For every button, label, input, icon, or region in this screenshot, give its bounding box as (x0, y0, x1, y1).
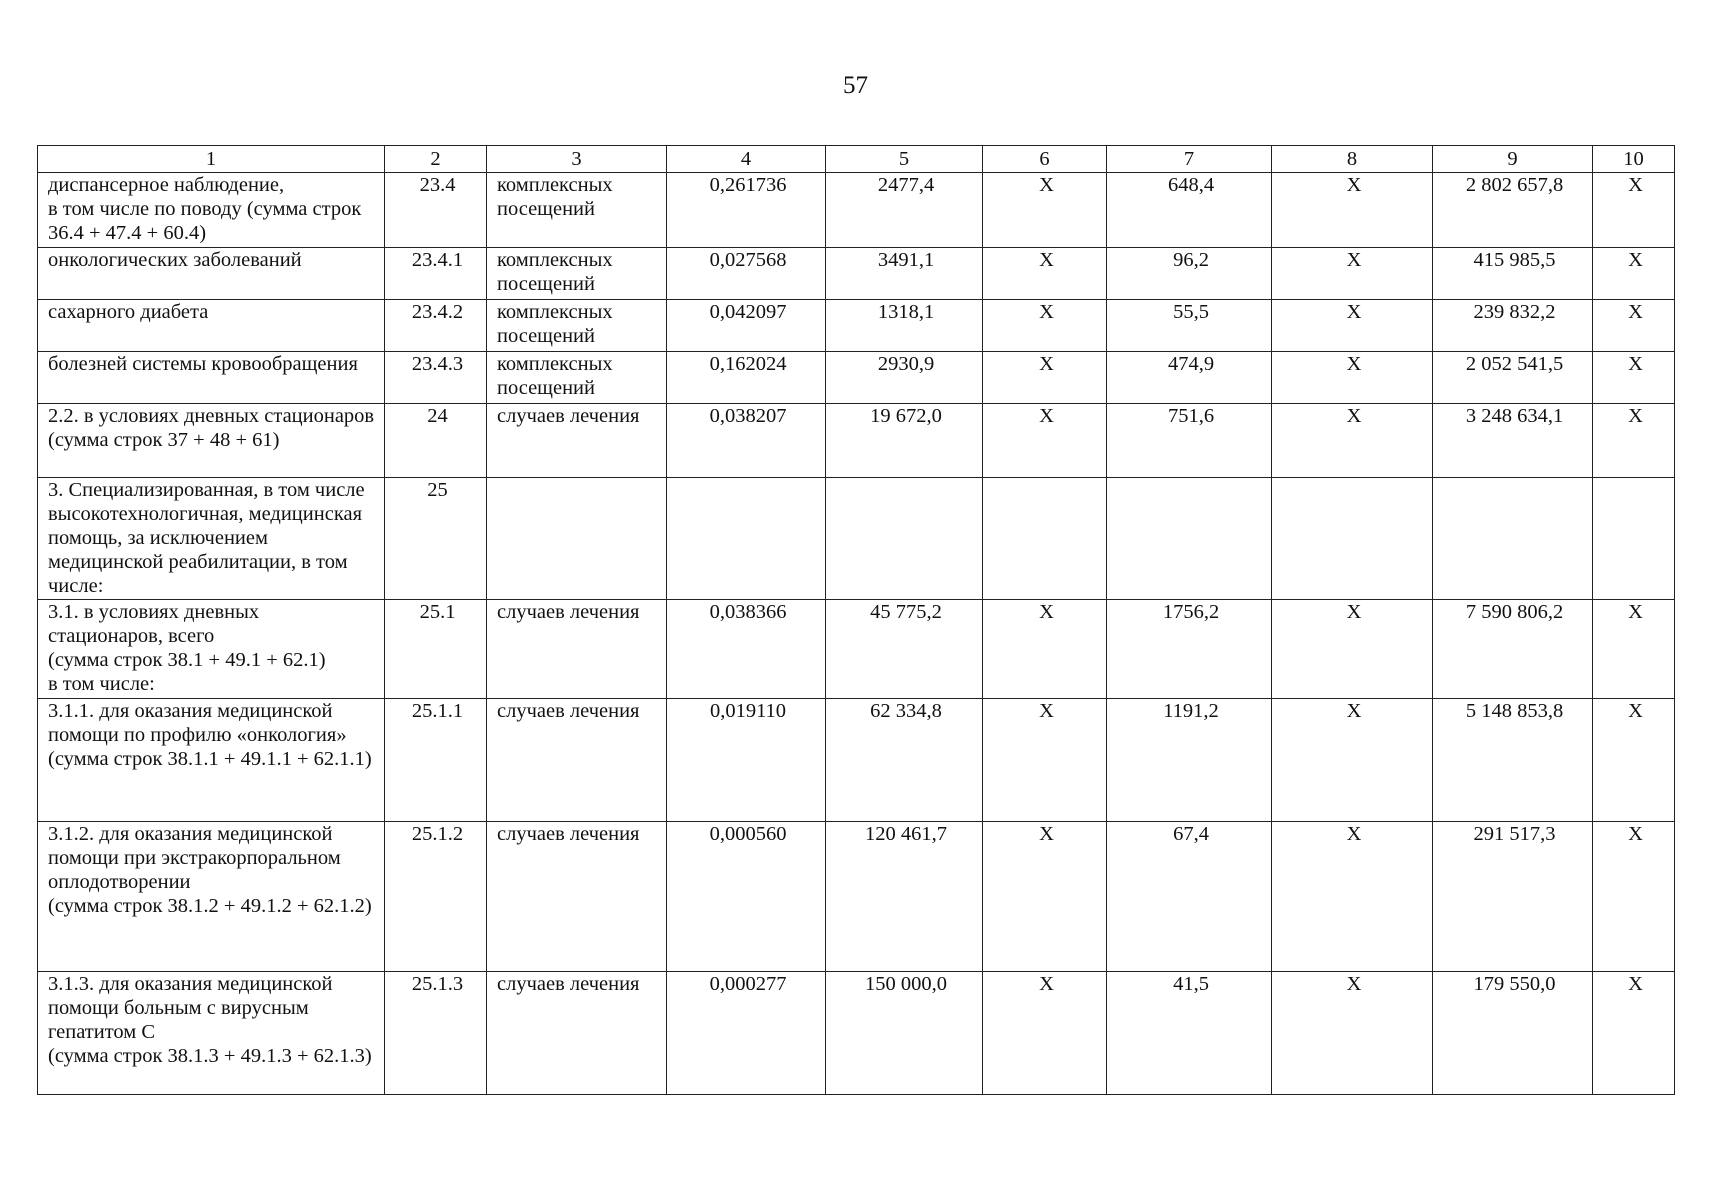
table-cell: Х (1593, 352, 1675, 404)
header-cell: 7 (1107, 146, 1272, 173)
header-cell: 5 (826, 146, 983, 173)
table-cell: 291 517,3 (1433, 822, 1593, 972)
table-row (38, 300, 1675, 352)
table-cell (667, 478, 826, 600)
table-cell: комплексных посещений (487, 300, 667, 352)
table-cell: 1191,2 (1107, 699, 1272, 822)
table-cell: комплексных посещений (487, 173, 667, 248)
table-cell: 45 775,2 (826, 600, 983, 699)
table-cell: 3491,1 (826, 248, 983, 300)
table-row (38, 600, 1675, 699)
table-cell (1593, 478, 1675, 600)
table-cell: Х (1272, 600, 1433, 699)
header-cell: 1 (38, 146, 385, 173)
table-cell: 67,4 (1107, 822, 1272, 972)
table-cell: 0,019110 (667, 699, 826, 822)
row-label-cell: 3. Специализированная, в том числе высокотехнологичная, медицинская помощь, за исключением медицинской реабилитации, в том числе: (38, 478, 385, 600)
table-cell: Х (1272, 822, 1433, 972)
table-cell (1433, 478, 1593, 600)
table-header (38, 146, 1675, 173)
data-table (37, 145, 1675, 1095)
table-cell: Х (983, 173, 1107, 248)
header-cell: 2 (385, 146, 487, 173)
table-cell: Х (983, 248, 1107, 300)
table-cell: случаев лечения (487, 972, 667, 1095)
table-cell: 25.1.3 (385, 972, 487, 1095)
table-cell: 120 461,7 (826, 822, 983, 972)
table-cell: случаев лечения (487, 822, 667, 972)
table-body (38, 173, 1675, 1095)
table-cell: 25 (385, 478, 487, 600)
row-label-cell: 3.1.3. для оказания медицинской помощи больным с вирусным гепатитом С (сумма строк 38.1.3 + 49.1.3 + 62.1.3) (38, 972, 385, 1095)
table-cell: 25.1 (385, 600, 487, 699)
header-cell: 8 (1272, 146, 1433, 173)
table-row (38, 822, 1675, 972)
table-cell: 474,9 (1107, 352, 1272, 404)
table-cell: 55,5 (1107, 300, 1272, 352)
table-cell: Х (983, 822, 1107, 972)
row-label-cell: болезней системы кровообращения (38, 352, 385, 404)
table-cell: 96,2 (1107, 248, 1272, 300)
table-row (38, 352, 1675, 404)
table-cell: Х (983, 300, 1107, 352)
table-cell: 0,038207 (667, 404, 826, 478)
table-cell: 0,261736 (667, 173, 826, 248)
table-cell: Х (1593, 600, 1675, 699)
header-cell: 6 (983, 146, 1107, 173)
table-cell: 0,042097 (667, 300, 826, 352)
row-label-cell: диспансерное наблюдение, в том числе по поводу (сумма строк 36.4 + 47.4 + 60.4) (38, 173, 385, 248)
table-cell: 179 550,0 (1433, 972, 1593, 1095)
table-cell: 62 334,8 (826, 699, 983, 822)
table-cell: 24 (385, 404, 487, 478)
table-cell: 23.4.2 (385, 300, 487, 352)
table-cell: случаев лечения (487, 600, 667, 699)
header-cell: 3 (487, 146, 667, 173)
header-row (38, 146, 1675, 173)
row-label-cell: 3.1.2. для оказания медицинской помощи при экстракорпоральном оплодотворении (сумма строк 38.1.2 + 49.1.2 + 62.1.2) (38, 822, 385, 972)
table-cell: Х (983, 352, 1107, 404)
table-cell: Х (1272, 404, 1433, 478)
table-cell: Х (1272, 352, 1433, 404)
table-cell: 239 832,2 (1433, 300, 1593, 352)
table-cell (983, 478, 1107, 600)
table-cell (826, 478, 983, 600)
table-cell: Х (1593, 300, 1675, 352)
table-cell: Х (1272, 300, 1433, 352)
table-cell: Х (1593, 173, 1675, 248)
table-cell: 0,038366 (667, 600, 826, 699)
table-cell: 7 590 806,2 (1433, 600, 1593, 699)
table-cell: комплексных посещений (487, 248, 667, 300)
table-cell: 1756,2 (1107, 600, 1272, 699)
table-cell: 648,4 (1107, 173, 1272, 248)
table-cell: Х (1593, 972, 1675, 1095)
table-cell: Х (1593, 822, 1675, 972)
table-row (38, 248, 1675, 300)
row-label-cell: сахарного диабета (38, 300, 385, 352)
table-cell: случаев лечения (487, 699, 667, 822)
table-cell: 2477,4 (826, 173, 983, 248)
table-cell: 19 672,0 (826, 404, 983, 478)
table-row (38, 478, 1675, 600)
row-label-cell: 3.1. в условиях дневных стационаров, всего (сумма строк 38.1 + 49.1 + 62.1) в том числе: (38, 600, 385, 699)
table-cell (1272, 478, 1433, 600)
table-cell: 0,162024 (667, 352, 826, 404)
table-cell: Х (1593, 699, 1675, 822)
table-cell: 2 052 541,5 (1433, 352, 1593, 404)
table-cell: 3 248 634,1 (1433, 404, 1593, 478)
table-cell: 0,000560 (667, 822, 826, 972)
table-cell (487, 478, 667, 600)
table-cell: 23.4 (385, 173, 487, 248)
table-cell: Х (983, 600, 1107, 699)
table-cell: Х (983, 972, 1107, 1095)
table-cell: 2930,9 (826, 352, 983, 404)
table-cell: 41,5 (1107, 972, 1272, 1095)
table-cell: 5 148 853,8 (1433, 699, 1593, 822)
row-label-cell: онкологических заболеваний (38, 248, 385, 300)
table-cell: Х (1272, 972, 1433, 1095)
header-cell: 4 (667, 146, 826, 173)
page-number: 57 (843, 72, 868, 99)
table-cell: Х (1593, 404, 1675, 478)
table-row (38, 173, 1675, 248)
table-cell: 23.4.1 (385, 248, 487, 300)
table-cell: 2 802 657,8 (1433, 173, 1593, 248)
header-cell: 9 (1433, 146, 1593, 173)
table-cell: Х (1272, 173, 1433, 248)
table-cell: Х (1272, 248, 1433, 300)
table-cell: 25.1.2 (385, 822, 487, 972)
row-label-cell: 3.1.1. для оказания медицинской помощи по профилю «онкология» (сумма строк 38.1.1 + 49.1.1 + 62.1.1) (38, 699, 385, 822)
table-row (38, 404, 1675, 478)
table-cell: 0,027568 (667, 248, 826, 300)
row-label-cell: 2.2. в условиях дневных стационаров (сумма строк 37 + 48 + 61) (38, 404, 385, 478)
table-cell: Х (1272, 699, 1433, 822)
table-cell: 0,000277 (667, 972, 826, 1095)
header-cell: 10 (1593, 146, 1675, 173)
table-cell: 23.4.3 (385, 352, 487, 404)
table-cell: 150 000,0 (826, 972, 983, 1095)
table-cell (1107, 478, 1272, 600)
table-cell: случаев лечения (487, 404, 667, 478)
table-cell: Х (983, 404, 1107, 478)
table-row (38, 972, 1675, 1095)
table-cell: Х (1593, 248, 1675, 300)
table-cell: 751,6 (1107, 404, 1272, 478)
table-cell: комплексных посещений (487, 352, 667, 404)
table-cell: Х (983, 699, 1107, 822)
table-cell: 1318,1 (826, 300, 983, 352)
table-row (38, 699, 1675, 822)
table-cell: 415 985,5 (1433, 248, 1593, 300)
table-cell: 25.1.1 (385, 699, 487, 822)
